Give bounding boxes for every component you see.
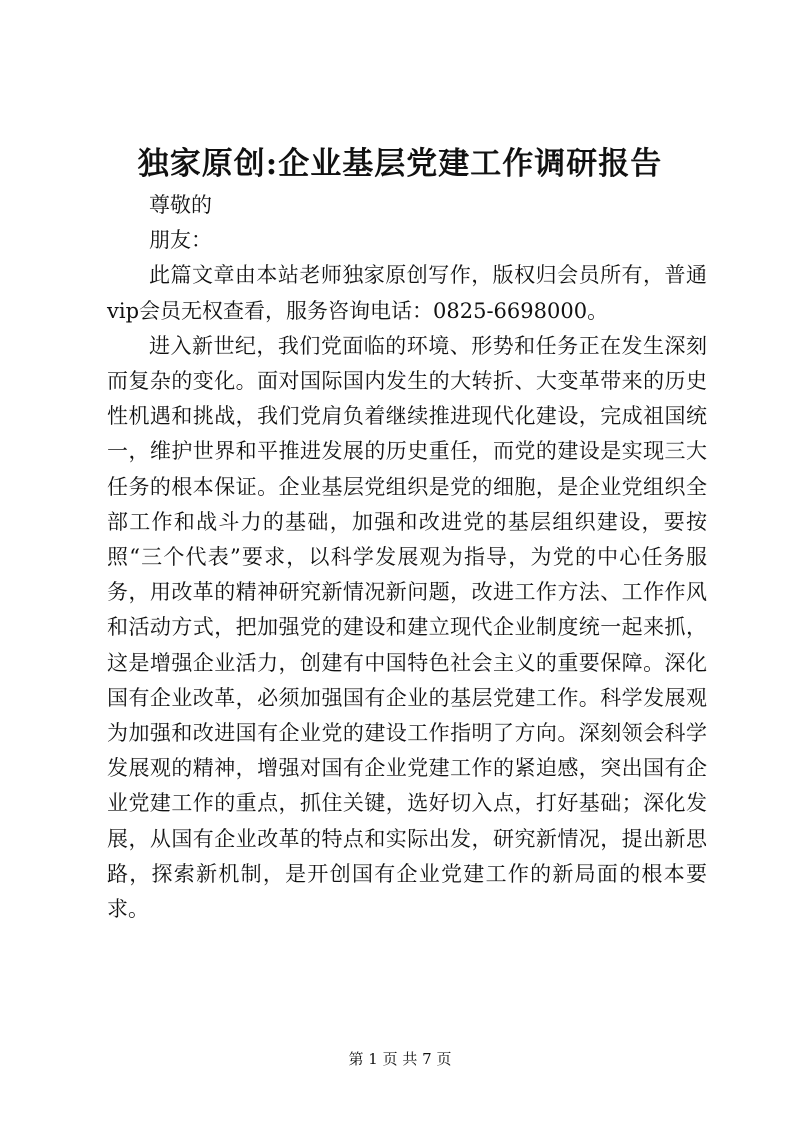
- greeting-line-2: 朋友：: [149, 228, 212, 253]
- page-number: 第 1 页 共 7 页: [348, 1050, 452, 1068]
- document-title: 独家原创:企业基层党建工作调研报告: [137, 146, 663, 182]
- greeting-line-1: 尊敬的: [149, 193, 212, 217]
- document-body: [107, 188, 707, 927]
- page-footer: [0, 1048, 800, 1069]
- copyright-notice: 此篇文章由本站老师独家原创写作，版权归会员所有，普通vip会员无权查看，服务咨询电话：0825-6698000。: [107, 263, 707, 323]
- body-paragraph: 进入新世纪，我们党面临的环境、形势和任务正在发生深刻而复杂的变化。面对国际国内发生的大转折、大变革带来的历史性机遇和挑战，我们党肩负着继续推进现代化建设，完成祖国统一，维护世界和平推进发展的历史重任，而党的建设是实现三大任务的根本保证。企业基层党组织是党的细胞，是企业党组织全部工作和战斗力的基础，加强和改进党的基层组织建设，要按照“三个代表”要求，以科学发展观为指导，为党的中心任务服务，用改革的精神研究新情况新问题，改进工作方法、工作作风和活动方式，把加强党的建设和建立现代企业制度统一起来抓，这是增强企业活力，创建有中国特色社会主义的重要保障。深化国有企业改革，必须加强国有企业的基层党建工作。科学发展观为加强和改进国有企业党的建设工作指明了方向。深刻领会科学发展观的精神，增强对国有企业党建工作的紧迫感，突出国有企业党建工作的重点，抓住关键，选好切入点，打好基础；深化发展，从国有企业改革的特点和实际出发，研究新情况，提出新思路，探索新机制，是开创国有企业党建工作的新局面的根本要求。: [107, 333, 707, 922]
